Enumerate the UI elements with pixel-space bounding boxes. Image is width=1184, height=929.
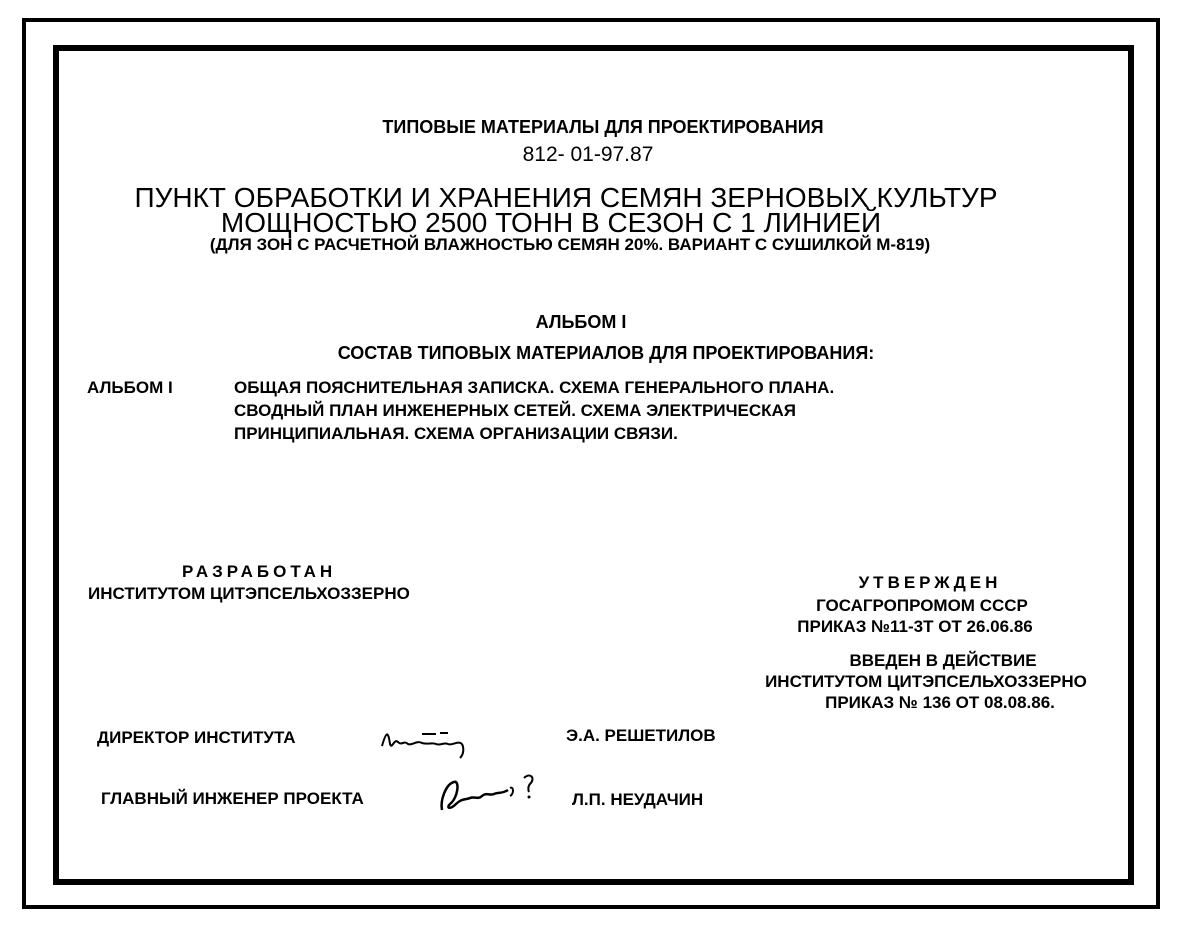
series-title: ТИПОВЫЕ МАТЕРИАЛЫ ДЛЯ ПРОЕКТИРОВАНИЯ: [382, 117, 824, 137]
chief-engineer-signature: [436, 770, 546, 818]
director-role: ДИРЕКТОР ИНСТИТУТА: [97, 728, 296, 747]
album-heading: АЛЬБОМ I: [535, 312, 627, 332]
composition-heading: СОСТАВ ТИПОВЫХ МАТЕРИАЛОВ ДЛЯ ПРОЕКТИРОВАНИЯ:: [337, 343, 875, 363]
title-subtitle: (ДЛЯ ЗОН С РАСЧЕТНОЙ ВЛАЖНОСТЬЮ СЕМЯН 20%. ВАРИАНТ С СУШИЛКОЙ М-819): [209, 235, 931, 254]
album-entry-line-2: СВОДНЫЙ ПЛАН ИНЖЕНЕРНЫХ СЕТЕЙ. СХЕМА ЭЛЕКТРИЧЕСКАЯ: [234, 401, 797, 420]
chief-engineer-name: Л.П. НЕУДАЧИН: [572, 790, 704, 809]
approved-label: УТВЕРЖДЕН: [858, 573, 1002, 592]
title-line-1: ПУНКТ ОБРАБОТКИ И ХРАНЕНИЯ СЕМЯН ЗЕРНОВЫХ КУЛЬТУР: [134, 182, 998, 213]
enacted-order: ПРИКАЗ № 136 ОТ 08.08.86.: [825, 693, 1055, 712]
enacted-label: ВВЕДЕН В ДЕЙСТВИЕ: [849, 651, 1037, 670]
director-signature: [378, 724, 478, 760]
album-entry-line-3: ПРИНЦИПИАЛЬНАЯ. СХЕМА ОРГАНИЗАЦИИ СВЯЗИ.: [234, 424, 678, 443]
series-code: 812- 01-97.87: [522, 143, 654, 166]
album-entry-label: АЛЬБОМ I: [87, 378, 173, 397]
approval-order: ПРИКАЗ №11-3Т ОТ 26.06.86: [797, 617, 1033, 636]
director-name: Э.А. РЕШЕТИЛОВ: [566, 726, 716, 745]
inner-border: [53, 45, 1134, 885]
approved-by: ГОСАГРОПРОМОМ СССР: [816, 596, 1028, 615]
album-entry-line-1: ОБЩАЯ ПОЯСНИТЕЛЬНАЯ ЗАПИСКА. СХЕМА ГЕНЕРАЛЬНОГО ПЛАНА.: [234, 378, 835, 397]
enacted-by: ИНСТИТУТОМ ЦИТЭПСЕЛЬХОЗЗЕРНО: [765, 672, 1087, 691]
developed-label: РАЗРАБОТАН: [182, 562, 337, 581]
developed-by: ИНСТИТУТОМ ЦИТЭПСЕЛЬХОЗЗЕРНО: [88, 584, 410, 603]
chief-engineer-role: ГЛАВНЫЙ ИНЖЕНЕР ПРОЕКТА: [101, 789, 364, 808]
title-line-2: МОЩНОСТЬЮ 2500 ТОНН В СЕЗОН С 1 ЛИНИЕЙ: [220, 207, 882, 238]
